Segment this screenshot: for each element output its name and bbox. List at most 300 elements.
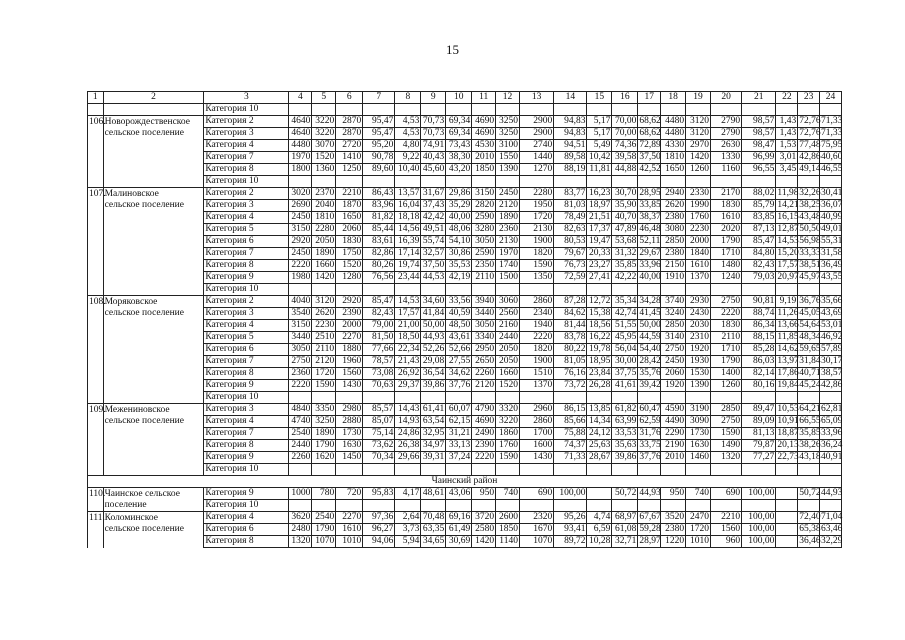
- value-cell: 50,72: [612, 488, 638, 500]
- value-cell: 9,22: [395, 152, 421, 164]
- table-row: [88, 476, 842, 488]
- value-cell: [820, 464, 842, 476]
- value-cell: [289, 464, 312, 476]
- value-cell: 4530: [472, 140, 496, 152]
- value-cell: 82,63: [554, 224, 587, 236]
- value-cell: 1160: [711, 164, 742, 176]
- value-cell: 1510: [519, 368, 553, 380]
- value-cell: 98,57: [742, 128, 776, 140]
- value-cell: 2360: [496, 224, 520, 236]
- value-cell: 1860: [496, 428, 520, 440]
- value-cell: 13,57: [395, 188, 421, 200]
- row-number: [88, 452, 104, 464]
- value-cell: 2470: [686, 512, 711, 524]
- value-cell: 4480: [661, 116, 686, 128]
- value-cell: 54,40: [639, 344, 661, 355]
- value-cell: [421, 464, 446, 476]
- value-cell: 1610: [686, 260, 711, 272]
- value-cell: 2880: [336, 416, 363, 428]
- value-cell: 1410: [336, 152, 363, 164]
- value-cell: 86,43: [363, 188, 395, 200]
- value-cell: 51,55: [612, 320, 638, 332]
- column-header: 19: [686, 92, 711, 104]
- value-cell: [742, 500, 776, 512]
- category-cell: Категория 9: [204, 452, 289, 464]
- value-cell: [446, 284, 472, 296]
- value-cell: 14,62: [777, 344, 799, 355]
- value-cell: [312, 284, 336, 296]
- table-row: [88, 164, 842, 176]
- value-cell: 1420: [312, 272, 336, 284]
- value-cell: 2650: [472, 356, 496, 368]
- value-cell: 2950: [472, 344, 496, 356]
- value-cell: 1830: [711, 200, 742, 212]
- value-cell: [711, 176, 742, 188]
- column-header: 24: [820, 92, 842, 104]
- value-cell: 45,95: [612, 332, 638, 344]
- value-cell: 3080: [661, 224, 686, 236]
- value-cell: 1710: [711, 248, 742, 260]
- value-cell: 1560: [336, 368, 363, 380]
- value-cell: [776, 524, 798, 536]
- value-cell: 10,40: [395, 164, 421, 176]
- value-cell: 35,29: [446, 200, 472, 212]
- value-cell: [711, 392, 742, 404]
- value-cell: 4,53: [395, 116, 421, 128]
- value-cell: 38,51: [799, 260, 821, 271]
- value-cell: [472, 284, 496, 296]
- value-cell: 32,26: [799, 188, 821, 199]
- table-row: [88, 104, 842, 116]
- value-cell: 3190: [686, 404, 711, 416]
- value-cell: 1760: [686, 212, 711, 224]
- settlement-name: [103, 380, 204, 392]
- row-number: [88, 248, 104, 260]
- value-cell: 82,43: [742, 260, 776, 272]
- value-cell: 48,06: [446, 224, 472, 236]
- value-cell: 32,29: [821, 536, 843, 547]
- value-cell: 14,34: [587, 416, 612, 428]
- value-cell: 83,85: [742, 212, 776, 224]
- value-cell: 72,76: [799, 116, 821, 127]
- value-cell: [519, 500, 553, 512]
- value-cell: 45,97: [799, 272, 821, 283]
- table-row: [88, 464, 842, 476]
- value-cell: 1790: [312, 524, 336, 536]
- value-cell: 48,61: [421, 488, 446, 500]
- value-cell: 88,19: [554, 164, 587, 176]
- value-cell: [363, 284, 395, 296]
- row-number: [88, 272, 104, 284]
- row-number: [88, 380, 104, 392]
- value-cell: 26,92: [395, 368, 421, 380]
- value-cell: 18,18: [395, 212, 421, 224]
- value-cell: 38,37: [639, 212, 661, 223]
- value-cell: [776, 536, 798, 548]
- value-cell: 3440: [472, 308, 496, 320]
- value-cell: 32,95: [421, 428, 446, 440]
- value-cell: 47,89: [612, 224, 638, 236]
- value-cell: 61,49: [446, 524, 472, 536]
- value-cell: [395, 464, 421, 476]
- category-cell: Категория 9: [204, 488, 289, 500]
- value-cell: 80,16: [742, 380, 776, 392]
- value-cell: 1890: [312, 428, 336, 440]
- value-cell: 1460: [686, 452, 711, 464]
- value-cell: 2590: [472, 212, 496, 224]
- value-cell: 55,31: [821, 236, 843, 247]
- value-cell: 53,01: [821, 320, 843, 331]
- value-cell: 83,61: [363, 236, 395, 248]
- value-cell: 2370: [312, 188, 336, 200]
- value-cell: 98,57: [742, 116, 776, 128]
- value-cell: [661, 464, 686, 476]
- value-cell: 39,86: [612, 452, 638, 464]
- value-cell: 960: [711, 536, 742, 548]
- value-cell: 68,62: [639, 128, 661, 139]
- value-cell: [742, 104, 776, 116]
- data-table: [87, 91, 842, 548]
- value-cell: 15,20: [777, 248, 799, 259]
- value-cell: 1600: [519, 440, 553, 452]
- value-cell: 4330: [661, 140, 686, 152]
- category-cell: Категория 8: [204, 440, 289, 452]
- table-row: [88, 116, 842, 128]
- value-cell: 88,02: [742, 188, 776, 200]
- value-cell: 90,81: [742, 296, 776, 308]
- value-cell: 55,74: [421, 236, 446, 248]
- value-cell: 1360: [312, 164, 336, 176]
- value-cell: 39,42: [639, 380, 661, 391]
- settlement-name: [103, 140, 204, 152]
- value-cell: 36,54: [421, 368, 446, 380]
- table-row: [88, 248, 842, 260]
- value-cell: 3280: [472, 224, 496, 236]
- value-cell: [711, 464, 742, 476]
- settlement-name: [103, 284, 204, 296]
- settlement-name: [103, 212, 204, 224]
- value-cell: 98,47: [742, 140, 776, 152]
- value-cell: 43,55: [821, 272, 843, 283]
- value-cell: 89,58: [554, 152, 587, 164]
- table-row: [88, 356, 842, 368]
- value-cell: 34,28: [639, 296, 661, 307]
- value-cell: 83,77: [554, 188, 587, 200]
- value-cell: 4,80: [395, 140, 421, 152]
- value-cell: 1550: [496, 152, 520, 164]
- value-cell: 61,08: [612, 524, 638, 536]
- value-cell: 3620: [289, 512, 312, 524]
- value-cell: 4040: [289, 296, 312, 308]
- value-cell: [638, 464, 661, 476]
- value-cell: 72,59: [554, 272, 587, 284]
- settlement-name: Новорождественское: [103, 116, 204, 128]
- column-header: 18: [661, 92, 686, 104]
- value-cell: 3,01: [776, 152, 798, 164]
- value-cell: 2980: [336, 404, 363, 416]
- settlement-name: [103, 344, 204, 356]
- value-cell: 2130: [496, 236, 520, 248]
- category-cell: Категория 3: [204, 404, 289, 416]
- value-cell: 1720: [312, 368, 336, 380]
- value-cell: 100,00: [742, 488, 776, 500]
- value-cell: [336, 176, 363, 188]
- value-cell: 2120: [496, 200, 520, 212]
- value-cell: 2920: [336, 296, 363, 308]
- value-cell: 81,13: [742, 428, 776, 440]
- value-cell: 61,82: [612, 404, 638, 416]
- value-cell: 43,48: [799, 212, 821, 223]
- value-cell: 3240: [661, 308, 686, 320]
- value-cell: 29,66: [395, 452, 421, 464]
- value-cell: 13,97: [777, 356, 799, 367]
- value-cell: [446, 104, 472, 116]
- value-cell: 21,43: [395, 356, 421, 368]
- value-cell: [587, 500, 612, 512]
- value-cell: 690: [711, 488, 742, 500]
- category-cell: Категория 5: [204, 332, 289, 344]
- value-cell: 4840: [289, 404, 312, 416]
- row-number: [88, 212, 104, 224]
- value-cell: 84,80: [742, 248, 776, 260]
- value-cell: 89,47: [742, 404, 776, 416]
- value-cell: 40,59: [446, 308, 472, 320]
- value-cell: 85,66: [554, 416, 587, 428]
- value-cell: [446, 500, 472, 512]
- value-cell: 79,00: [363, 320, 395, 332]
- value-cell: 3150: [289, 320, 312, 332]
- value-cell: 12,72: [587, 296, 612, 308]
- value-cell: 2210: [336, 188, 363, 200]
- column-header: 20: [711, 92, 742, 104]
- value-cell: 21,51: [587, 212, 612, 224]
- value-cell: 3150: [289, 224, 312, 236]
- value-cell: 1590: [312, 380, 336, 392]
- value-cell: [554, 392, 587, 404]
- value-cell: 2930: [686, 296, 711, 308]
- value-cell: 3250: [496, 116, 520, 128]
- value-cell: 23,27: [587, 260, 612, 272]
- table-row: [88, 380, 842, 392]
- value-cell: 70,00: [612, 128, 638, 140]
- table-row: [88, 128, 842, 140]
- value-cell: 40,60: [821, 152, 843, 163]
- value-cell: 89,09: [742, 416, 776, 428]
- value-cell: 23,44: [395, 272, 421, 284]
- value-cell: 33,56: [446, 296, 472, 308]
- value-cell: 2900: [519, 128, 553, 140]
- value-cell: 72,76: [799, 128, 821, 139]
- table-row: [88, 188, 842, 200]
- value-cell: 2,64: [395, 512, 421, 524]
- value-cell: 1760: [496, 440, 520, 452]
- value-cell: 19,47: [587, 236, 612, 248]
- column-header: 15: [587, 92, 612, 104]
- value-cell: 1710: [711, 344, 742, 356]
- value-cell: [686, 104, 711, 116]
- value-cell: [661, 104, 686, 116]
- row-number: [88, 320, 104, 332]
- value-cell: 1750: [336, 248, 363, 260]
- category-cell: Категория 7: [204, 152, 289, 164]
- value-cell: 1560: [711, 524, 742, 536]
- value-cell: [395, 392, 421, 404]
- header-row: [88, 92, 842, 104]
- value-cell: 33,53: [612, 428, 638, 440]
- value-cell: 1730: [336, 428, 363, 440]
- value-cell: 2590: [472, 248, 496, 260]
- value-cell: 30,17: [821, 356, 843, 367]
- value-cell: 41,45: [639, 308, 661, 319]
- value-cell: [686, 500, 711, 512]
- value-cell: [519, 104, 553, 116]
- value-cell: 1940: [519, 320, 553, 332]
- table-row: [88, 296, 842, 308]
- value-cell: 65,09: [821, 416, 843, 427]
- value-cell: [421, 176, 446, 188]
- value-cell: [496, 176, 520, 188]
- value-cell: 82,86: [363, 248, 395, 260]
- value-cell: [612, 392, 638, 404]
- value-cell: 3120: [686, 116, 711, 128]
- value-cell: 63,99: [612, 416, 638, 428]
- value-cell: 2390: [336, 308, 363, 320]
- value-cell: 60,07: [446, 404, 472, 416]
- value-cell: 2750: [711, 416, 742, 428]
- value-cell: 68,62: [639, 116, 661, 127]
- value-cell: [638, 284, 661, 296]
- category-cell: Категория 3: [204, 128, 289, 140]
- value-cell: [776, 284, 798, 296]
- value-cell: [496, 392, 520, 404]
- value-cell: 66,55: [799, 416, 821, 427]
- value-cell: 2600: [496, 512, 520, 524]
- value-cell: 44,53: [421, 272, 446, 284]
- value-cell: 81,82: [363, 212, 395, 224]
- value-cell: 3050: [472, 320, 496, 332]
- settlement-name: сельское поселение: [103, 416, 204, 428]
- value-cell: 53,68: [612, 236, 638, 248]
- value-cell: 72,89: [639, 140, 661, 151]
- value-cell: 1620: [312, 452, 336, 464]
- value-cell: 4,53: [395, 128, 421, 140]
- value-cell: 30,70: [612, 188, 638, 200]
- value-cell: 18,97: [587, 200, 612, 212]
- value-cell: 87,28: [554, 296, 587, 308]
- column-header: 2: [103, 92, 204, 104]
- value-cell: [776, 512, 798, 524]
- value-cell: [661, 392, 686, 404]
- value-cell: [638, 104, 661, 116]
- value-cell: 34,97: [421, 440, 446, 452]
- value-cell: 100,00: [554, 488, 587, 500]
- value-cell: 2220: [519, 332, 553, 344]
- row-number: [88, 176, 104, 188]
- value-cell: 82,43: [363, 308, 395, 320]
- value-cell: 1660: [496, 368, 520, 380]
- value-cell: 18,95: [587, 356, 612, 368]
- category-cell: Категория 4: [204, 140, 289, 152]
- value-cell: 76,16: [554, 368, 587, 380]
- value-cell: 94,06: [363, 536, 395, 548]
- value-cell: 3220: [312, 116, 336, 128]
- value-cell: 45,60: [421, 164, 446, 176]
- row-number: [88, 128, 104, 140]
- value-cell: 31,67: [421, 188, 446, 200]
- value-cell: 87,13: [742, 224, 776, 236]
- value-cell: 71,33: [821, 116, 843, 127]
- value-cell: 2860: [519, 416, 553, 428]
- row-number: [88, 236, 104, 248]
- settlement-name: Чаинское сельское: [103, 488, 204, 500]
- value-cell: 1140: [496, 536, 520, 548]
- value-cell: 27,55: [446, 356, 472, 368]
- row-number: 110.: [89, 488, 106, 499]
- value-cell: 95,20: [363, 140, 395, 152]
- settlement-name: сельское поселение: [103, 128, 204, 140]
- value-cell: [395, 500, 421, 512]
- table-row: [88, 392, 842, 404]
- value-cell: [363, 464, 395, 476]
- value-cell: 70,73: [421, 116, 446, 128]
- value-cell: [686, 284, 711, 296]
- value-cell: 1850: [496, 524, 520, 536]
- value-cell: 1370: [686, 272, 711, 284]
- value-cell: [312, 464, 336, 476]
- value-cell: 49,01: [821, 224, 843, 235]
- value-cell: 2220: [472, 452, 496, 464]
- value-cell: 1870: [336, 200, 363, 212]
- value-cell: 2450: [661, 356, 686, 368]
- row-number: 107.: [89, 188, 106, 199]
- value-cell: 85,47: [742, 236, 776, 248]
- value-cell: 1740: [496, 260, 520, 272]
- settlement-name: Межениновское: [103, 404, 204, 416]
- value-cell: 1590: [711, 428, 742, 440]
- value-cell: [798, 284, 820, 296]
- value-cell: 1590: [496, 452, 520, 464]
- value-cell: 4690: [472, 116, 496, 128]
- value-cell: [612, 176, 638, 188]
- row-number: [88, 164, 104, 176]
- value-cell: 1420: [472, 536, 496, 548]
- value-cell: [312, 392, 336, 404]
- category-cell: Категория 10: [204, 284, 289, 296]
- settlement-name: [103, 164, 204, 176]
- value-cell: [661, 284, 686, 296]
- value-cell: 2900: [519, 116, 553, 128]
- value-cell: 1890: [312, 248, 336, 260]
- table-row: [88, 368, 842, 380]
- value-cell: 4490: [661, 416, 686, 428]
- value-cell: 19,78: [587, 344, 612, 356]
- settlement-name: Коломинское: [103, 512, 204, 524]
- column-header: 4: [289, 92, 312, 104]
- value-cell: 1630: [336, 440, 363, 452]
- value-cell: 3150: [472, 188, 496, 200]
- value-cell: 2820: [472, 200, 496, 212]
- value-cell: [336, 284, 363, 296]
- value-cell: 2060: [336, 224, 363, 236]
- value-cell: 64,21: [799, 404, 821, 415]
- settlement-name: [103, 428, 204, 440]
- value-cell: 1500: [496, 272, 520, 284]
- value-cell: 1350: [519, 272, 553, 284]
- column-header: 10: [446, 92, 472, 104]
- value-cell: 28,67: [587, 452, 612, 464]
- settlement-name: сельское поселение: [103, 308, 204, 320]
- value-cell: 16,04: [395, 200, 421, 212]
